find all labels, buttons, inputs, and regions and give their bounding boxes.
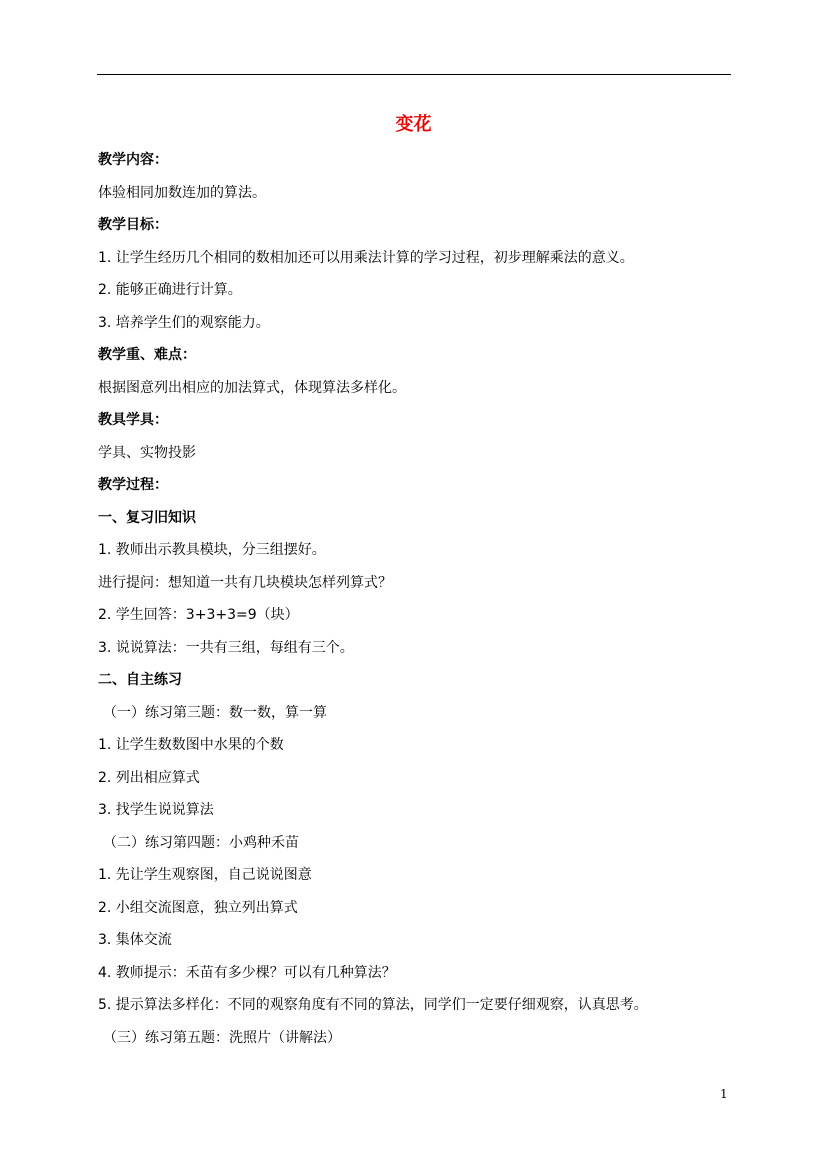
subsection-heading: （三）练习第五题：洗照片（讲解法） xyxy=(103,1030,341,1046)
subsection-heading: （一）练习第三题：数一数，算一算 xyxy=(103,705,327,721)
heading-objectives: 教学目标： xyxy=(98,217,168,233)
paragraph: 根据图意列出相应的加法算式，体现算法多样化。 xyxy=(98,380,406,396)
header-rule xyxy=(97,74,731,75)
paragraph: 进行提问：想知道一共有几块模块怎样列算式？ xyxy=(98,575,392,591)
document-title: 变花 xyxy=(395,114,432,135)
paragraph: 学具、实物投影 xyxy=(98,445,196,461)
list-item: 3. 培养学生们的观察能力。 xyxy=(98,315,270,331)
subsection-heading: （二）练习第四题：小鸡种禾苗 xyxy=(103,835,299,851)
list-item: 2. 学生回答：3+3+3=9（块） xyxy=(98,607,299,623)
list-item: 3. 集体交流 xyxy=(98,932,172,948)
list-item: 2. 能够正确进行计算。 xyxy=(98,282,242,298)
section-heading: 二、自主练习 xyxy=(98,672,182,688)
heading-content: 教学内容： xyxy=(98,152,168,168)
page-number: 1 xyxy=(720,1087,728,1101)
list-item: 3. 找学生说说算法 xyxy=(98,802,214,818)
list-item: 1. 教师出示教具模块，分三组摆好。 xyxy=(98,542,326,558)
list-item: 5. 提示算法多样化：不同的观察角度有不同的算法，同学们一定要仔细观察，认真思考。 xyxy=(98,997,648,1013)
list-item: 1. 让学生数数图中水果的个数 xyxy=(98,737,284,753)
list-item: 2. 小组交流图意，独立列出算式 xyxy=(98,900,298,916)
list-item: 4. 教师提示：禾苗有多少棵？可以有几种算法？ xyxy=(98,965,396,981)
list-item: 1. 先让学生观察图，自己说说图意 xyxy=(98,867,312,883)
paragraph: 体验相同加数连加的算法。 xyxy=(98,185,266,201)
list-item: 2. 列出相应算式 xyxy=(98,770,200,786)
list-item: 1. 让学生经历几个相同的数相加还可以用乘法计算的学习过程，初步理解乘法的意义。 xyxy=(98,250,634,266)
list-item: 3. 说说算法：一共有三组，每组有三个。 xyxy=(98,640,354,656)
section-heading: 一、复习旧知识 xyxy=(98,510,196,526)
heading-key-points: 教学重、难点： xyxy=(98,347,196,363)
heading-process: 教学过程： xyxy=(98,477,168,493)
heading-teaching-aids: 教具学具： xyxy=(98,412,168,428)
